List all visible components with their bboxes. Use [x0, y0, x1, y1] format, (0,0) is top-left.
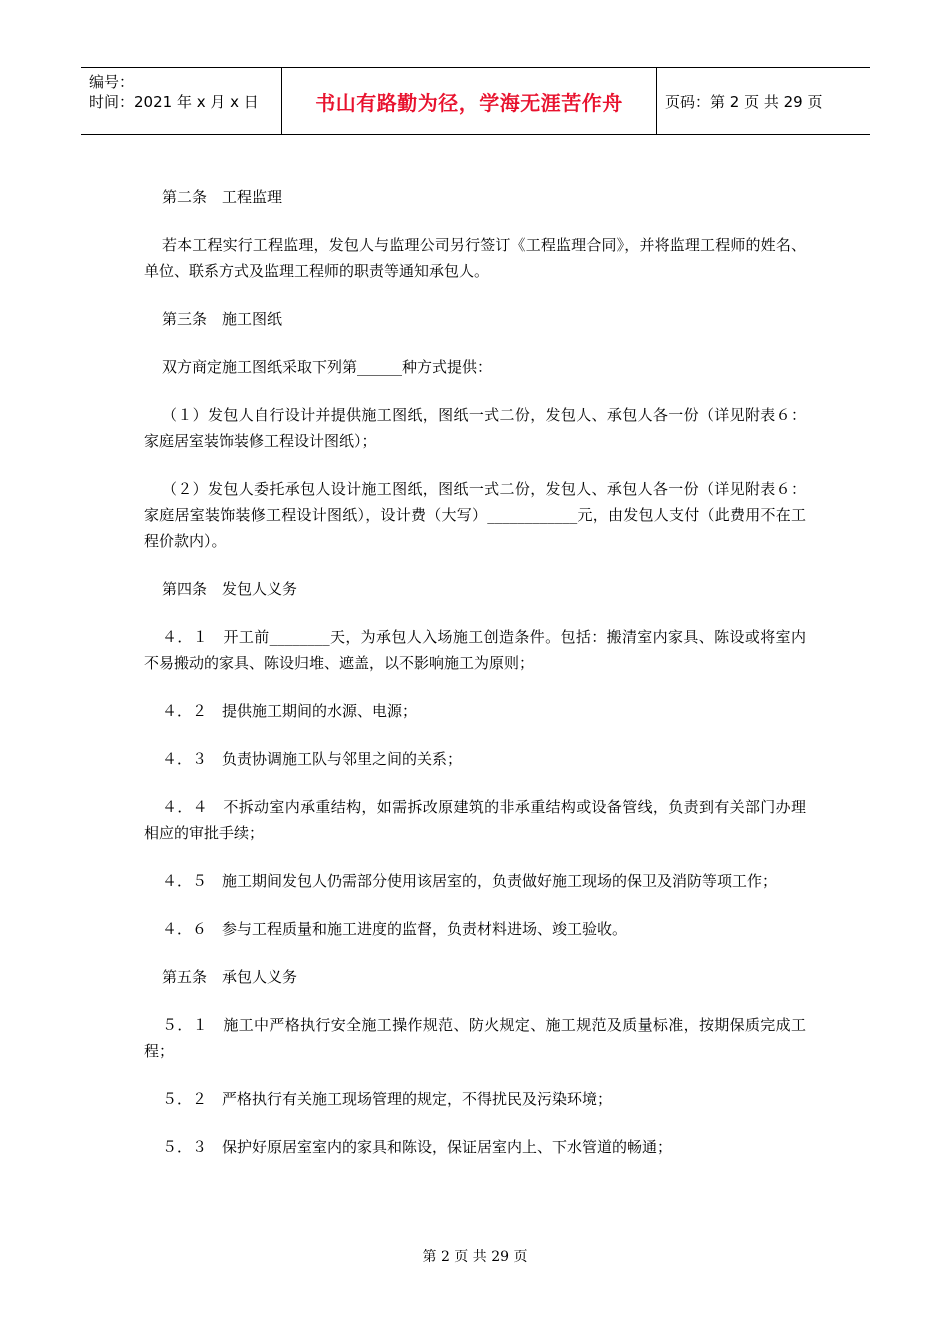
clause-5-2: ５．２ 严格执行有关施工现场管理的规定，不得扰民及污染环境；	[162, 1090, 613, 1108]
clause-4-6: ４．６ 参与工程质量和施工进度的监督，负责材料进场、竣工验收。	[162, 920, 628, 938]
page-header	[81, 67, 870, 135]
document-number-label: 编号：	[89, 73, 135, 91]
document-body	[144, 184, 806, 1182]
clause-4-2: ４．２ 提供施工期间的水源、电源；	[162, 702, 418, 720]
clause-4-5: ４．５ 施工期间发包人仍需部分使用该居室的，负责做好施工现场的保卫及消防等项工作；	[162, 872, 778, 890]
article-2-heading: 第二条 工程监理	[162, 188, 283, 206]
article-5-heading: 第五条 承包人义务	[162, 968, 298, 986]
article-3-intro: 双方商定施工图纸采取下列第______种方式提供：	[162, 358, 493, 376]
article-3-option-2: （２）发包人委托承包人设计施工图纸，图纸一式二份，发包人、承包人各一份（详见附表６：家庭居室装饰装修工程设计图纸），设计费（大写）____________元，由发包人支付（此费用不在工程价款内）。	[144, 480, 806, 550]
header-page-info: 页码：第 2 页 共 29 页	[665, 92, 823, 111]
clause-4-1: ４．１ 开工前________天，为承包人入场施工创造条件。包括：搬清室内家具、陈设或将室内不易搬动的家具、陈设归堆、遮盖，以不影响施工为原则；	[144, 628, 806, 672]
article-4-heading: 第四条 发包人义务	[162, 580, 298, 598]
article-3-heading: 第三条 施工图纸	[162, 310, 283, 328]
clause-4-4: ４．４ 不拆动室内承重结构，如需拆改原建筑的非承重结构或设备管线，负责到有关部门办理相应的审批手续；	[144, 798, 806, 842]
clause-5-1: ５．１ 施工中严格执行安全施工操作规范、防火规定、施工规范及质量标准，按期保质完成工程；	[144, 1016, 806, 1060]
document-time-label: 时间：2021 年 x 月 x 日	[89, 93, 259, 111]
header-meta	[81, 68, 282, 134]
clause-5-3: ５．３ 保护好原居室室内的家具和陈设，保证居室内上、下水管道的畅通；	[162, 1138, 673, 1156]
header-motto: 书山有路勤为径，学海无涯苦作舟	[282, 68, 657, 134]
clause-4-3: ４．３ 负责协调施工队与邻里之间的关系；	[162, 750, 463, 768]
article-3-option-1: （１）发包人自行设计并提供施工图纸，图纸一式二份，发包人、承包人各一份（详见附表６：家庭居室装饰装修工程设计图纸）；	[144, 406, 806, 450]
article-2-text: 若本工程实行工程监理，发包人与监理公司另行签订《工程监理合同》，并将监理工程师的姓名、单位、联系方式及监理工程师的职责等通知承包人。	[144, 236, 806, 280]
page-footer: 第 2 页 共 29 页	[422, 1249, 528, 1265]
